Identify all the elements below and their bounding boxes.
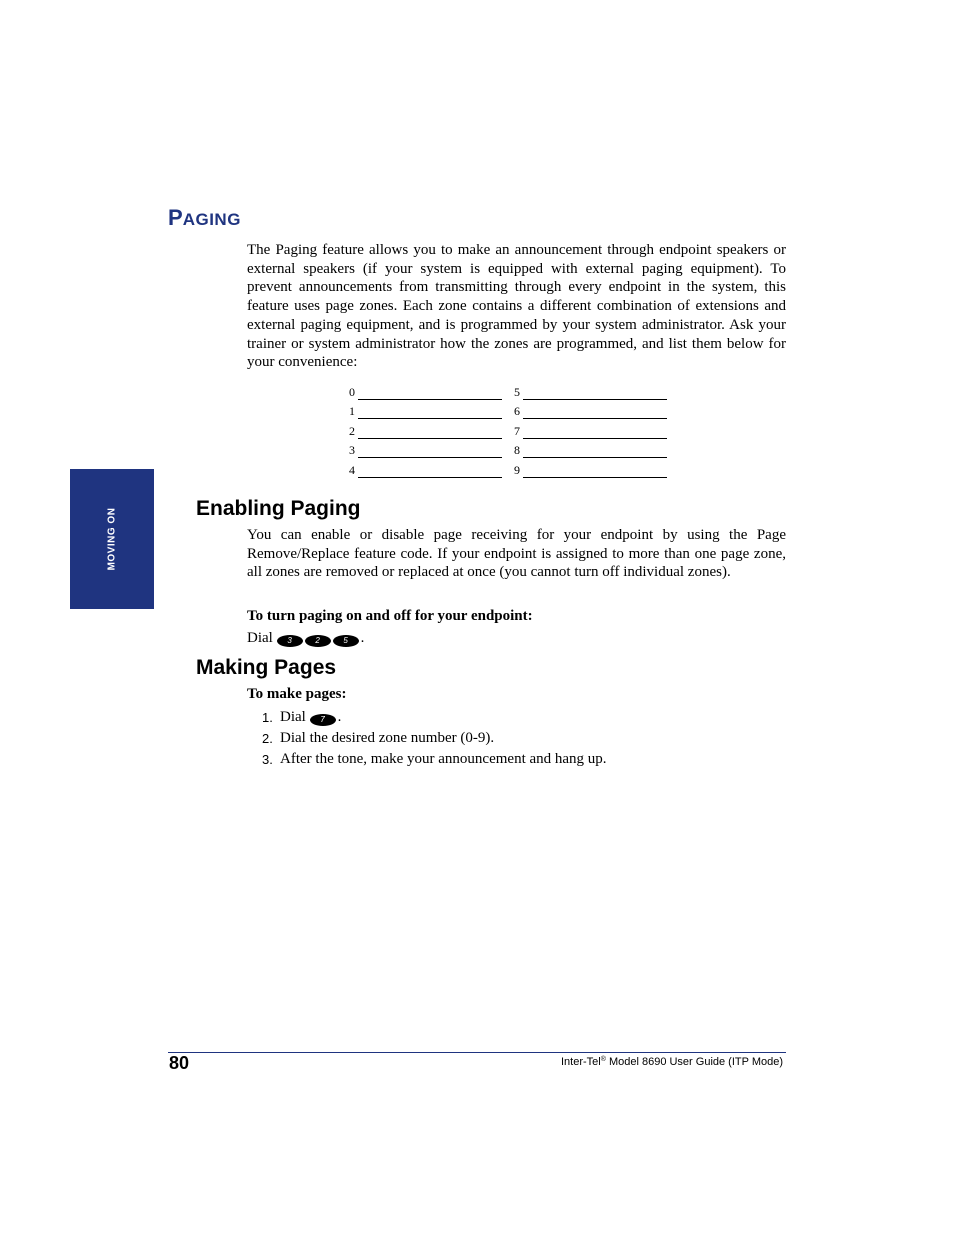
zone-blank-line [358, 465, 502, 478]
zone-entry [349, 458, 514, 478]
step-item [262, 728, 782, 749]
footer-guide-name: Model 8690 User Guide (ITP Mode) [605, 1056, 783, 1068]
zone-number: 0 [349, 384, 355, 399]
zone-blank-line [358, 445, 502, 458]
section-title-paging [168, 204, 241, 234]
zone-blank-line [523, 426, 667, 439]
zone-entry [514, 439, 679, 459]
zone-number: 7 [514, 423, 520, 438]
zone-number: 3 [349, 443, 355, 457]
step-number: 1. [262, 710, 273, 725]
enabling-paragraph: You can enable or disable page receiving for your endpoint by using the Page Remove/Replace feature code. If your endpoint is assigned to more than one page zone, all zones are removed or replaced at once (you cannot turn off individual zones). [247, 527, 786, 581]
step-item [262, 749, 782, 770]
step-number: 2. [262, 731, 273, 746]
zone-number: 8 [514, 443, 520, 457]
zone-number: 1 [349, 404, 355, 418]
zone-entry [514, 419, 679, 439]
zone-blank-line [358, 387, 502, 400]
zone-number: 9 [514, 462, 520, 477]
zone-list [349, 380, 679, 478]
paging-intro-paragraph: The Paging feature allows you to make an announcement through endpoint speakers or external speakers (if your system is equipped with external paging equipment). To prevent announcements from transmitting through every endpoint in the system, this feature uses page zones. Each zone contains a different combination of extensions and external paging equipment, and is programmed by your system administrator. Ask your trainer or system administrator how the zones are programmed, and list them below for your convenience: [247, 242, 786, 371]
key-2-icon: 2 [305, 635, 331, 647]
procedure-heading-toggle-paging: To turn paging on and off for your endpoint: [247, 608, 533, 624]
title-rest: AGING [182, 210, 241, 229]
zone-blank-line [523, 445, 667, 458]
zone-entry [349, 380, 514, 400]
chapter-tab-label: MOVING ON [106, 507, 118, 571]
zone-number: 6 [514, 404, 520, 418]
step-item [262, 707, 782, 728]
zone-entry [514, 380, 679, 400]
zone-number: 4 [349, 462, 355, 477]
dial-label: Dial [247, 630, 273, 646]
zone-entry [514, 400, 679, 420]
zone-blank-line [523, 387, 667, 400]
zone-number: 2 [349, 423, 355, 438]
zone-row [349, 380, 679, 400]
key-7-icon: 7 [310, 714, 336, 726]
zone-blank-line [358, 426, 502, 439]
heading-enabling-paging: Enabling Paging [196, 497, 361, 520]
key-5-icon: 5 [333, 635, 359, 647]
heading-making-pages: Making Pages [196, 656, 337, 679]
zone-row [349, 458, 679, 478]
step-text: After the tone, make your announcement and hang up. [280, 751, 607, 767]
dial-instruction [247, 629, 364, 647]
chapter-side-tab [70, 469, 154, 609]
registered-mark: ® [600, 1056, 606, 1063]
key-3-icon: 3 [277, 635, 303, 647]
zone-entry [349, 439, 514, 459]
step-1-label: Dial [280, 709, 306, 725]
procedure-heading-make-pages: To make pages: [247, 686, 347, 702]
zone-blank-line [523, 406, 667, 419]
step-text: Dial the desired zone number (0-9). [280, 730, 495, 746]
zone-row [349, 400, 679, 420]
zone-row [349, 419, 679, 439]
zone-entry [514, 458, 679, 478]
zone-entry [349, 400, 514, 420]
step-text [280, 707, 341, 728]
steps-list [262, 707, 782, 770]
zone-blank-line [358, 406, 502, 419]
zone-blank-line [523, 465, 667, 478]
title-initial: P [168, 205, 183, 230]
dial-period: . [360, 630, 365, 646]
page-number: 80 [169, 1053, 190, 1073]
footer-brand: Inter-Tel [560, 1056, 601, 1068]
zone-number: 5 [514, 384, 520, 399]
footer-divider [168, 1052, 786, 1053]
step-number: 3. [262, 752, 273, 767]
step-1-period: . [337, 709, 342, 725]
zone-row [349, 439, 679, 459]
footer-title [561, 1054, 783, 1070]
zone-entry [349, 419, 514, 439]
